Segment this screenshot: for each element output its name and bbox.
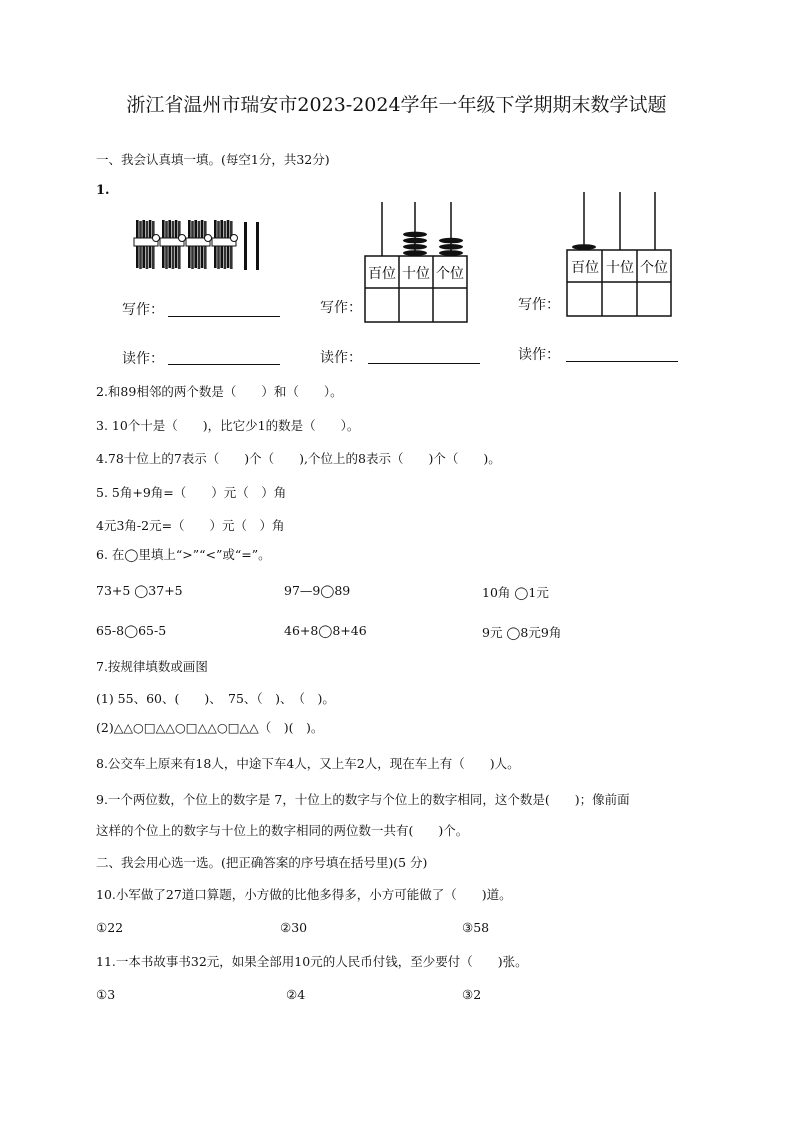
question-9-line-2: 这样的个位上的数字与十位上的数字相同的两位数一共有( )个。 xyxy=(96,823,469,838)
stick-bundle xyxy=(134,220,160,269)
question-7-part-2: (2)△△○□△△○□△△○□△△（ )( )。 xyxy=(96,720,324,735)
question-7-part-1: (1) 55、60、( )、 75、（ )、 （ )。 xyxy=(96,691,335,706)
section-1-heading: 一、我会认真填一填。(每空1分，共32分) xyxy=(96,152,330,167)
abacus-bead xyxy=(572,244,596,250)
question-2: 2.和89相邻的两个数是（ ）和（ ）。 xyxy=(96,384,343,399)
abacus-bead xyxy=(403,238,427,244)
read-blank-3[interactable] xyxy=(566,361,678,362)
option-item[interactable]: ②4 xyxy=(286,987,306,1002)
compare-item: 10角 ◯1元 xyxy=(482,585,549,600)
abacus-2 xyxy=(562,190,676,320)
stick-bundle xyxy=(160,220,186,269)
question-10: 10.小军做了27道口算题，小方做的比他多得多，小方可能做了（ )道。 xyxy=(96,887,512,902)
abacus-2-label-hundreds: 百位 xyxy=(571,260,599,276)
compare-item: 73+5 ◯37+5 xyxy=(96,583,183,598)
abacus-1-label-hundreds: 百位 xyxy=(368,266,396,282)
question-6: 6. 在◯里填上“>”“<”或“=”。 xyxy=(96,547,271,562)
single-stick xyxy=(256,222,259,270)
sticks-figure xyxy=(130,214,280,276)
abacus-bead xyxy=(439,244,463,250)
read-label-1: 读作： xyxy=(122,351,164,367)
abacus-bead xyxy=(403,244,427,250)
question-5b: 4元3角-2元=（ ）元（ ）角 xyxy=(96,518,285,533)
abacus-bead xyxy=(403,250,427,256)
read-label-3: 读作： xyxy=(518,347,560,363)
question-1-number: 1. xyxy=(96,183,110,198)
section-2-heading: 二、我会用心选一选。(把正确答案的序号填在括号里)(5 分) xyxy=(96,855,428,870)
option-item[interactable]: ③58 xyxy=(462,920,490,935)
compare-item: 46+8◯8+46 xyxy=(284,623,367,638)
question-7: 7.按规律填数或画图 xyxy=(96,659,208,674)
abacus-bead xyxy=(439,250,463,256)
read-blank-1[interactable] xyxy=(168,364,280,365)
question-3: 3. 10个十是（ )，比它少1的数是（ ）。 xyxy=(96,418,360,433)
write-label-2: 写作： xyxy=(320,300,362,316)
abacus-2-label-ones: 个位 xyxy=(640,260,668,276)
single-stick xyxy=(244,222,247,270)
abacus-2-label-tens: 十位 xyxy=(606,260,634,276)
write-label-1: 写作： xyxy=(122,302,164,318)
write-label-3: 写作： xyxy=(518,297,560,313)
abacus-1-label-ones: 个位 xyxy=(436,266,464,282)
read-label-2: 读作： xyxy=(320,350,362,366)
abacus-1-label-tens: 十位 xyxy=(402,266,430,282)
question-4: 4.78十位上的7表示（ )个（ ),个位上的8表示（ )个（ )。 xyxy=(96,451,501,466)
stick-bundle xyxy=(186,220,212,269)
option-item[interactable]: ①22 xyxy=(96,920,124,935)
option-item[interactable]: ②30 xyxy=(280,920,308,935)
question-9-line-1: 9.一个两位数，个位上的数字是 7，十位上的数字与个位上的数字相同，这个数是( )；像前面 xyxy=(96,792,630,807)
abacus-bead xyxy=(403,232,427,238)
page-title: 浙江省温州市瑞安市2023-2024学年一年级下学期期末数学试题 xyxy=(126,94,667,116)
abacus-1 xyxy=(360,198,472,324)
read-blank-2[interactable] xyxy=(368,363,480,364)
compare-item: 9元 ◯8元9角 xyxy=(482,625,562,640)
abacus-bead xyxy=(439,238,463,244)
question-8: 8.公交车上原来有18人，中途下车4人，又上车2人，现在车上有（ )人。 xyxy=(96,756,520,771)
compare-item: 97—9◯89 xyxy=(284,583,351,598)
question-11: 11.一本书故事书32元，如果全部用10元的人民币付钱，至少要付（ )张。 xyxy=(96,954,528,969)
option-item[interactable]: ①3 xyxy=(96,987,116,1002)
question-5a: 5. 5角+9角=（ ）元（ ）角 xyxy=(96,485,287,500)
abacus-2-rods xyxy=(584,192,655,250)
stick-bundle xyxy=(212,220,238,269)
write-blank-1[interactable] xyxy=(168,316,280,317)
option-item[interactable]: ③2 xyxy=(462,987,482,1002)
compare-item: 65-8◯65-5 xyxy=(96,623,167,638)
